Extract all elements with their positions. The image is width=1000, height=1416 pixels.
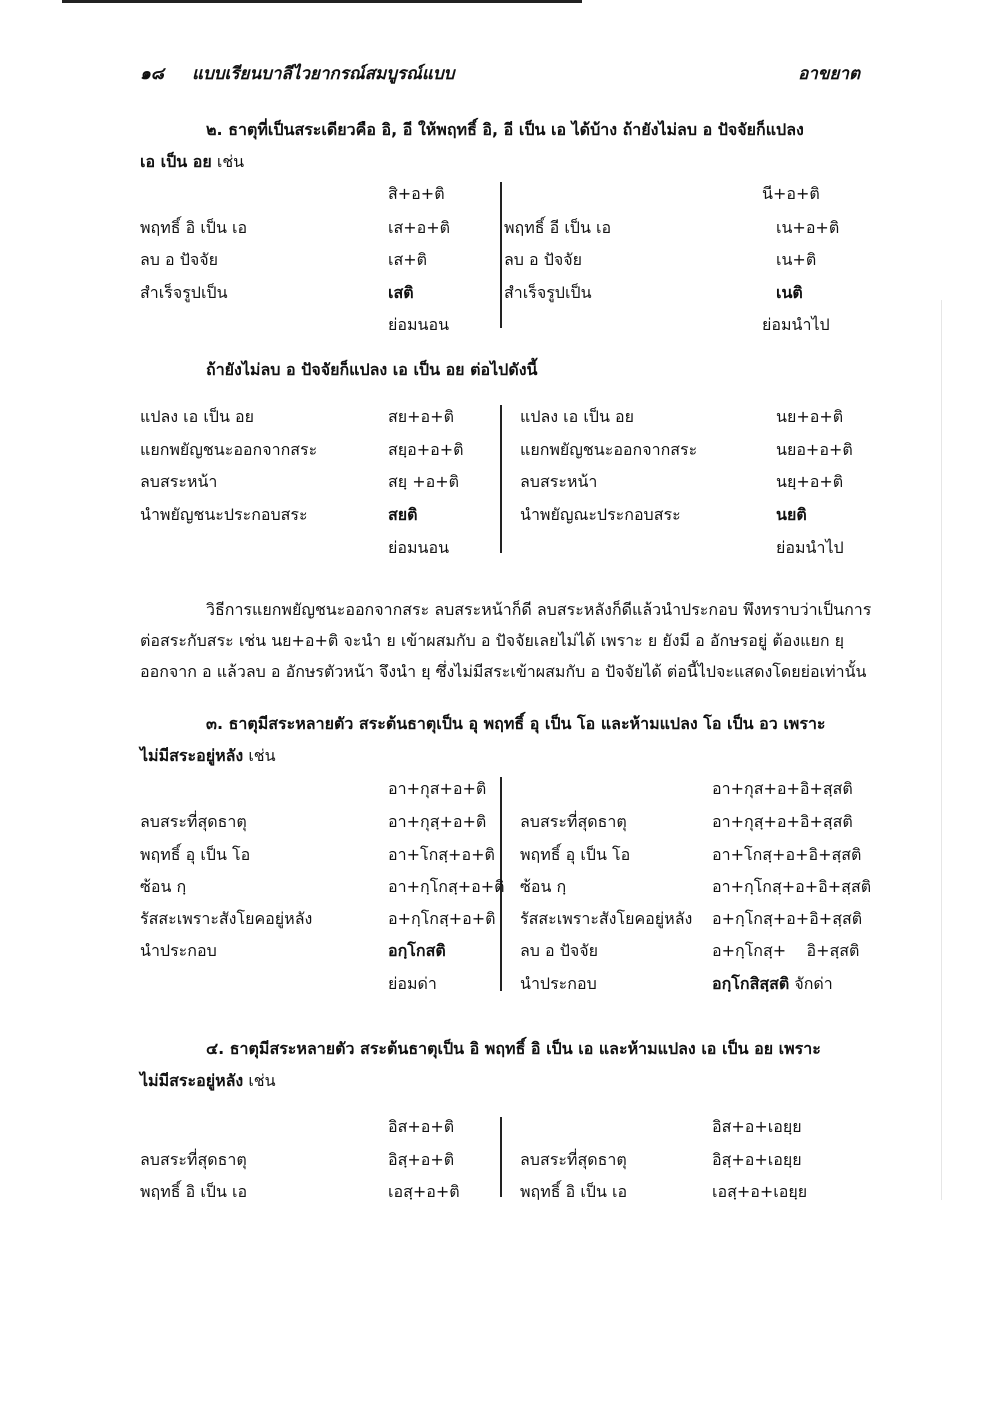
derivation-form: สิ+อ+ติ — [388, 184, 445, 203]
derivation-form: นยอ+อ+ติ — [776, 440, 853, 459]
derivation-result: อกฺโกสิสฺสติ — [712, 974, 790, 993]
page-edge-shadow — [941, 300, 942, 1200]
derivation-step-label: ลบสระที่สุดธาตุ — [140, 812, 247, 831]
derivation-form: อา+กุสฺ+อ+อิ+สฺสติ — [712, 812, 853, 831]
derivation-step-label: ลบสระหน้า — [140, 472, 218, 491]
derivation-form: อิส+อ+ติ — [388, 1117, 455, 1136]
derivation-step-label: นำพยัญณะประกอบสระ — [520, 505, 681, 524]
derivation-step-label: พฤทธิ์ อี เป็น เอ — [504, 218, 612, 237]
derivation-form: อา+โกสฺ+อ+ติ — [388, 845, 495, 864]
derivation-step-label: พฤทธิ์ อิ เป็น เอ — [140, 218, 248, 237]
derivation-meaning: ย่อมนำไป — [762, 315, 830, 334]
top-scan-rule — [62, 0, 582, 3]
derivation-step-label: นำประกอบ — [140, 941, 217, 960]
subsection-heading: ถ้ายังไม่ลบ อ ปัจจัยก็แปลง เอ เป็น อย ต่อไปดังนี้ — [206, 360, 538, 379]
derivation-form: อา+กฺโกสฺ+อ+ติ — [388, 877, 505, 896]
derivation-result: นยติ — [776, 505, 807, 524]
derivation-form: สยฺ +อ+ติ — [388, 472, 460, 491]
derivation-meaning: ย่อมนำไป — [776, 538, 844, 557]
derivation-form: นยฺ+อ+ติ — [776, 472, 844, 491]
derivation-step-label: รัสสะเพราะสังโยคอยู่หลัง — [520, 909, 693, 928]
derivation-form: เน+ติ — [776, 250, 817, 269]
section3-intro-rest: เช่น — [243, 746, 276, 765]
derivation-form: เส+อ+ติ — [388, 218, 451, 237]
paragraph-line: ต่อสระกับสระ เช่น นย+อ+ติ จะนำ ย เข้าผสมกับ อ ปัจจัยเลยไม่ได้ เพราะ ย ยังมี อ อักษรอยู่ ต้องแยก ยฺ — [140, 631, 844, 650]
derivation-meaning: ย่อมนอน — [388, 315, 450, 334]
derivation-meaning: ย่อมนอน — [388, 538, 450, 557]
derivation-form: สย+อ+ติ — [388, 407, 454, 426]
section4-intro-line2 — [140, 1069, 860, 1094]
derivation-step-label: ลบสระที่สุดธาตุ — [140, 1150, 247, 1169]
derivation-form: อา+กฺโกสฺ+อ+อิ+สฺสติ — [712, 877, 872, 896]
derivation-form: อิสฺ+อ+ติ — [388, 1150, 455, 1169]
derivation-form: เน+อ+ติ — [776, 218, 840, 237]
derivation-form: เอสฺ+อ+เอยฺย — [712, 1182, 808, 1201]
section2-intro-bold: เอ เป็น อย — [140, 152, 212, 171]
derivation-step-label: นำประกอบ — [520, 974, 597, 993]
derivation-result: เสติ — [388, 283, 414, 302]
section2-intro-line1: ๒. ธาตุที่เป็นสระเดียวคือ อิ, อี ให้พฤทธิ์ อิ, อี เป็น เอ ได้บ้าง ถ้ายังไม่ลบ อ ปัจจัยก็แปลง — [206, 120, 804, 139]
derivation-form: เอสฺ+อ+ติ — [388, 1182, 460, 1201]
derivation-step-label: ลบสระที่สุดธาตุ — [520, 812, 627, 831]
paragraph-line: ออกจาก อ แล้วลบ อ อักษรตัวหน้า จึงนำ ยฺ ซึ่งไม่มีสระเข้าผสมกับ อ ปัจจัยได้ ต่อนี้ไปจะแสดงโดยย่อเท่านั้น — [140, 662, 867, 681]
chapter-title: อาขยาต — [798, 64, 860, 84]
derivation-form: นี+อ+ติ — [762, 184, 820, 203]
section3-intro-line1: ๓. ธาตุมีสระหลายตัว สระต้นธาตุเป็น อุ พฤทธิ์ อุ เป็น โอ และห้ามแปลง โอ เป็น อว เพราะ — [206, 714, 826, 733]
derivation-result-with-meaning — [712, 972, 833, 997]
section3-intro-bold: ไม่มีสระอยู่หลัง — [140, 746, 244, 765]
derivation-step-label: พฤทธิ์ อุ เป็น โอ — [140, 845, 251, 864]
section4-intro-line1: ๔. ธาตุมีสระหลายตัว สระต้นธาตุเป็น อิ พฤทธิ์ อิ เป็น เอ และห้ามแปลง เอ เป็น อย เพราะ — [206, 1039, 821, 1058]
derivation-step-label: แยกพยัญชนะออกจากสระ — [520, 440, 698, 459]
derivation-step-label: แปลง เอ เป็น อย — [140, 407, 254, 426]
derivation-form: อา+กุส+อ+ติ — [388, 779, 487, 798]
derivation-step-label: พฤทธิ์ อิ เป็น เอ — [140, 1182, 248, 1201]
derivation-form: อิสฺ+อ+เอยฺย — [712, 1150, 802, 1169]
explanation-paragraph — [140, 594, 872, 687]
section4-intro-rest: เช่น — [243, 1071, 276, 1090]
derivation-step-label: พฤทธิ์ อุ เป็น โอ — [520, 845, 631, 864]
page-number: ๑๘ — [140, 64, 164, 84]
derivation-step-label: ลบสระที่สุดธาตุ — [520, 1150, 627, 1169]
page-header — [140, 60, 860, 86]
derivation-result: สยติ — [388, 505, 418, 524]
derivation-form: เส+ติ — [388, 250, 428, 269]
section2-intro-rest: เช่น — [211, 152, 245, 171]
section2-intro-line2 — [140, 150, 860, 175]
derivation-step-label: รัสสะเพราะสังโยคอยู่หลัง — [140, 909, 313, 928]
derivation-result: อกฺโกสติ — [388, 941, 446, 960]
paragraph-line: วิธีการแยกพยัญชนะออกจากสระ ลบสระหน้าก็ดี ลบสระหลังก็ดีแล้วนำประกอบ พึงทราบว่าเป็นการ — [206, 600, 872, 619]
derivation-form: อ+กฺโกสฺ+อ+อิ+สฺสติ — [712, 909, 863, 928]
derivation-step-label: สำเร็จรูปเป็น — [140, 283, 228, 302]
derivation-form: สยฺอ+อ+ติ — [388, 440, 464, 459]
derivation-step-label: แปลง เอ เป็น อย — [520, 407, 634, 426]
derivation-form: อา+โกสฺ+อ+อิ+สฺสติ — [712, 845, 862, 864]
derivation-step-label: ซ้อน กฺ — [520, 877, 567, 896]
section2-column-divider — [500, 182, 502, 328]
derivation-step-label: ลบ อ ปัจจัย — [140, 250, 219, 269]
derivation-step-label: ลบ อ ปัจจัย — [504, 250, 583, 269]
derivation-step-label: สำเร็จรูปเป็น — [504, 283, 592, 302]
derivation-form: นย+อ+ติ — [776, 407, 844, 426]
derivation-form: อา+กุสฺ+อ+ติ — [388, 812, 487, 831]
derivation-step-label: ลบ อ ปัจจัย — [520, 941, 599, 960]
section4-column-divider — [500, 1117, 502, 1197]
derivation-step-label: พฤทธิ์ อิ เป็น เอ — [520, 1182, 628, 1201]
book-title: แบบเรียนบาลีไวยากรณ์สมบูรณ์แบบ — [192, 64, 455, 84]
subsection-column-divider — [500, 405, 502, 553]
derivation-result: เนติ — [776, 283, 803, 302]
section3-intro-line2 — [140, 744, 860, 769]
derivation-step-label: ลบสระหน้า — [520, 472, 598, 491]
derivation-form: อ+กฺโกสฺ+ อิ+สฺสติ — [712, 941, 860, 960]
derivation-meaning: จักด่า — [789, 974, 833, 993]
derivation-step-label: นำพยัญชนะประกอบสระ — [140, 505, 308, 524]
section4-intro-bold: ไม่มีสระอยู่หลัง — [140, 1071, 244, 1090]
derivation-form: อิส+อ+เอยฺย — [712, 1117, 802, 1136]
derivation-form: อา+กุส+อ+อิ+สฺสติ — [712, 779, 853, 798]
derivation-form: อ+กฺโกสฺ+อ+ติ — [388, 909, 496, 928]
derivation-step-label: ซ้อน กฺ — [140, 877, 187, 896]
derivation-step-label: แยกพยัญชนะออกจากสระ — [140, 440, 318, 459]
derivation-meaning: ย่อมด่า — [388, 974, 437, 993]
